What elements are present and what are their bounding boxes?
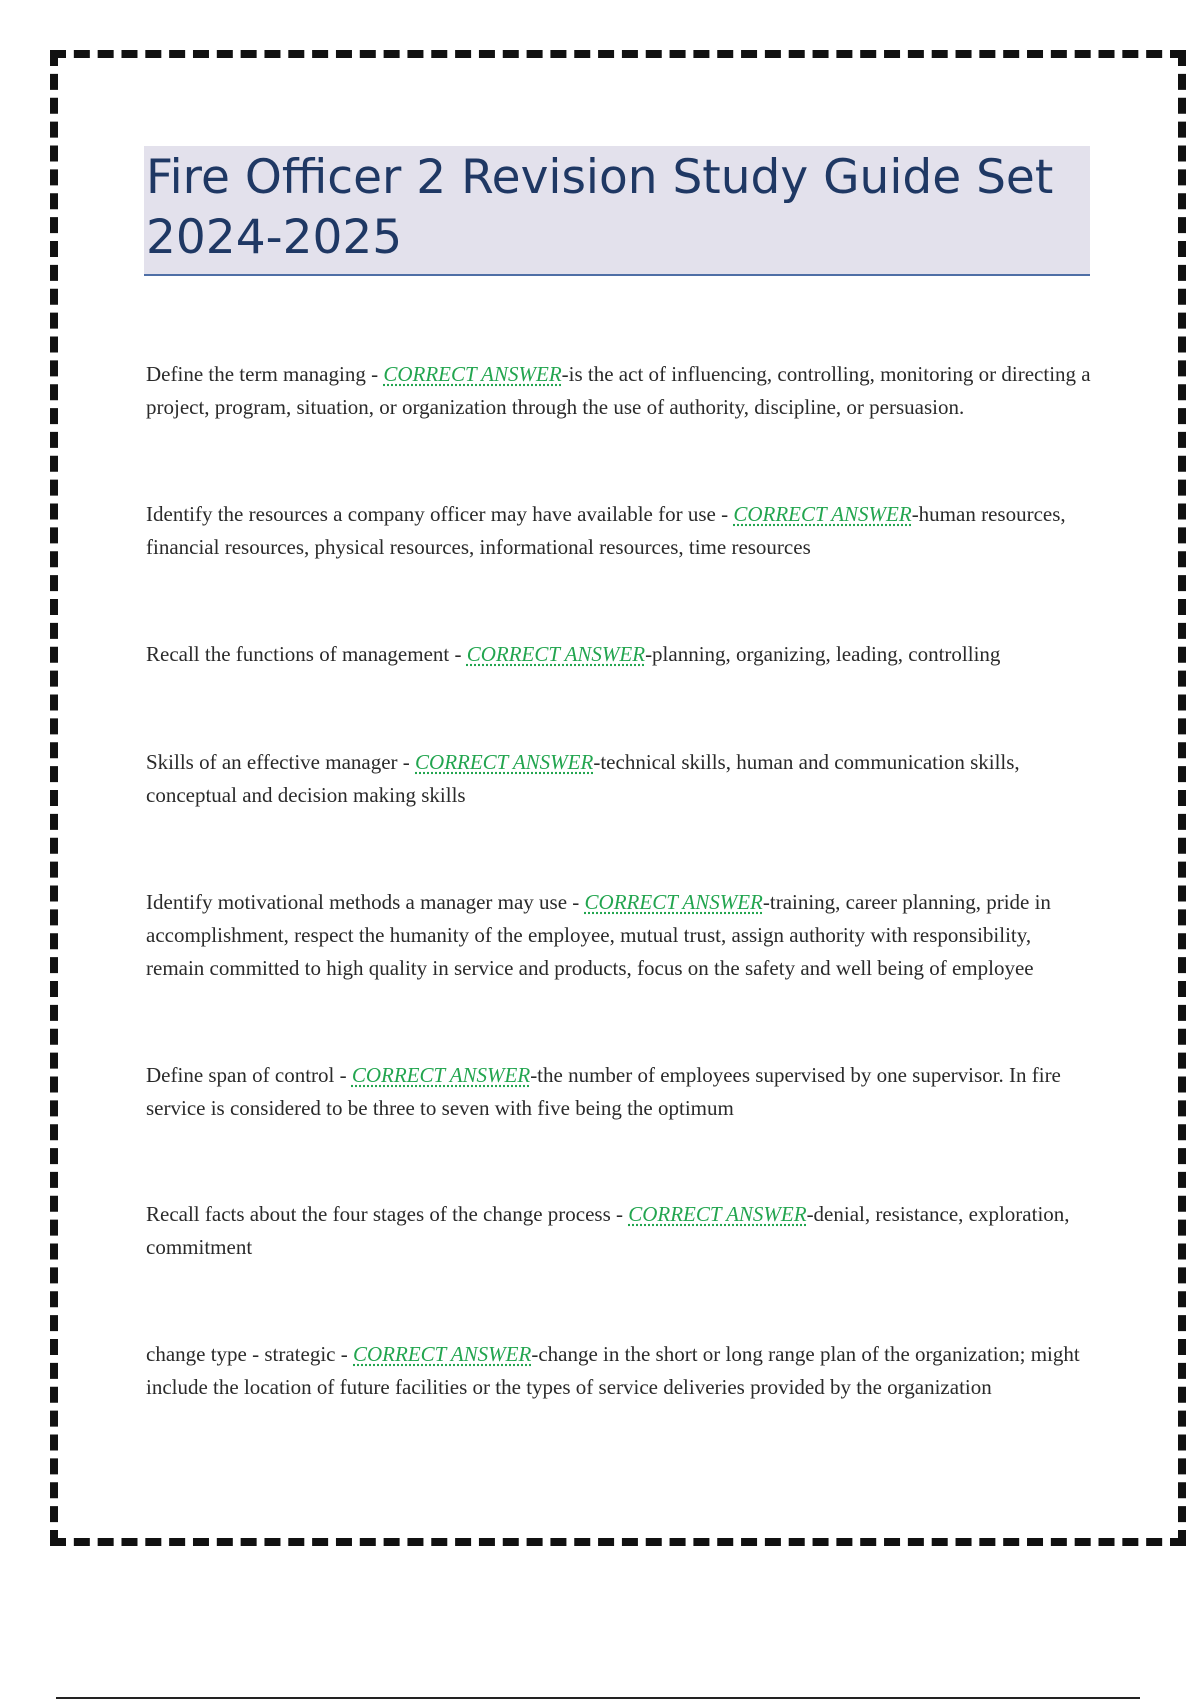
answer-text: -planning, organizing, leading, controlling xyxy=(645,642,1001,666)
answer-text: -the number of employees supervised by one supervisor. In fire service is considered to be three to seven with five being the optimum xyxy=(146,1063,1061,1120)
answer-text: -change in the short or long range plan of the organization; might include the location of future facilities or the types of service deliveries provided by the organization xyxy=(146,1342,1080,1399)
qa-item xyxy=(146,1338,1092,1404)
question-text: Define span of control - xyxy=(146,1063,352,1087)
document-title: Fire Officer 2 Revision Study Guide Set 2024-2025 xyxy=(146,150,1054,265)
answer-text: -training, career planning, pride in accomplishment, respect the humanity of the employee, mutual trust, assign authority with responsibility, remain committed to high quality in service and products, focus on the safety and well being of employee xyxy=(146,890,1051,980)
correct-answer-label: CORRECT ANSWER xyxy=(351,1063,531,1087)
qa-item xyxy=(146,638,1092,671)
question-text: Identify motivational methods a manager may use - xyxy=(146,890,585,914)
answer-text: -is the act of influencing, controlling, monitoring or directing a project, program, situation, or organization through the use of authority, discipline, or persuasion. xyxy=(146,362,1091,419)
answer-text: -technical skills, human and communication skills, conceptual and decision making skills xyxy=(146,750,1020,807)
question-text: Recall the functions of management - xyxy=(146,642,467,666)
qa-item xyxy=(146,886,1092,985)
qa-item xyxy=(146,1059,1092,1125)
correct-answer-label: CORRECT ANSWER xyxy=(383,362,562,386)
question-text: Skills of an effective manager - xyxy=(146,750,416,774)
correct-answer-label: CORRECT ANSWER xyxy=(466,642,646,666)
footer-rule xyxy=(56,1697,1140,1699)
qa-item xyxy=(146,498,1092,564)
qa-item xyxy=(146,358,1092,424)
title-banner xyxy=(144,146,1090,276)
answer-text: -human resources, financial resources, physical resources, informational resources, time resources xyxy=(146,502,1066,559)
answer-text: -denial, resistance, exploration, commitment xyxy=(146,1202,1070,1259)
qa-item xyxy=(146,746,1092,812)
question-text: Define the term managing - xyxy=(146,362,384,386)
qa-item xyxy=(146,1198,1092,1264)
correct-answer-label: CORRECT ANSWER xyxy=(353,1342,532,1366)
correct-answer-label: CORRECT ANSWER xyxy=(584,890,763,914)
question-text: change type - strategic - xyxy=(146,1342,353,1366)
question-text: Recall facts about the four stages of the change process - xyxy=(146,1202,629,1226)
correct-answer-label: CORRECT ANSWER xyxy=(415,750,594,774)
correct-answer-label: CORRECT ANSWER xyxy=(628,1202,807,1226)
correct-answer-label: CORRECT ANSWER xyxy=(733,502,912,526)
question-text: Identify the resources a company officer may have available for use - xyxy=(146,502,734,526)
